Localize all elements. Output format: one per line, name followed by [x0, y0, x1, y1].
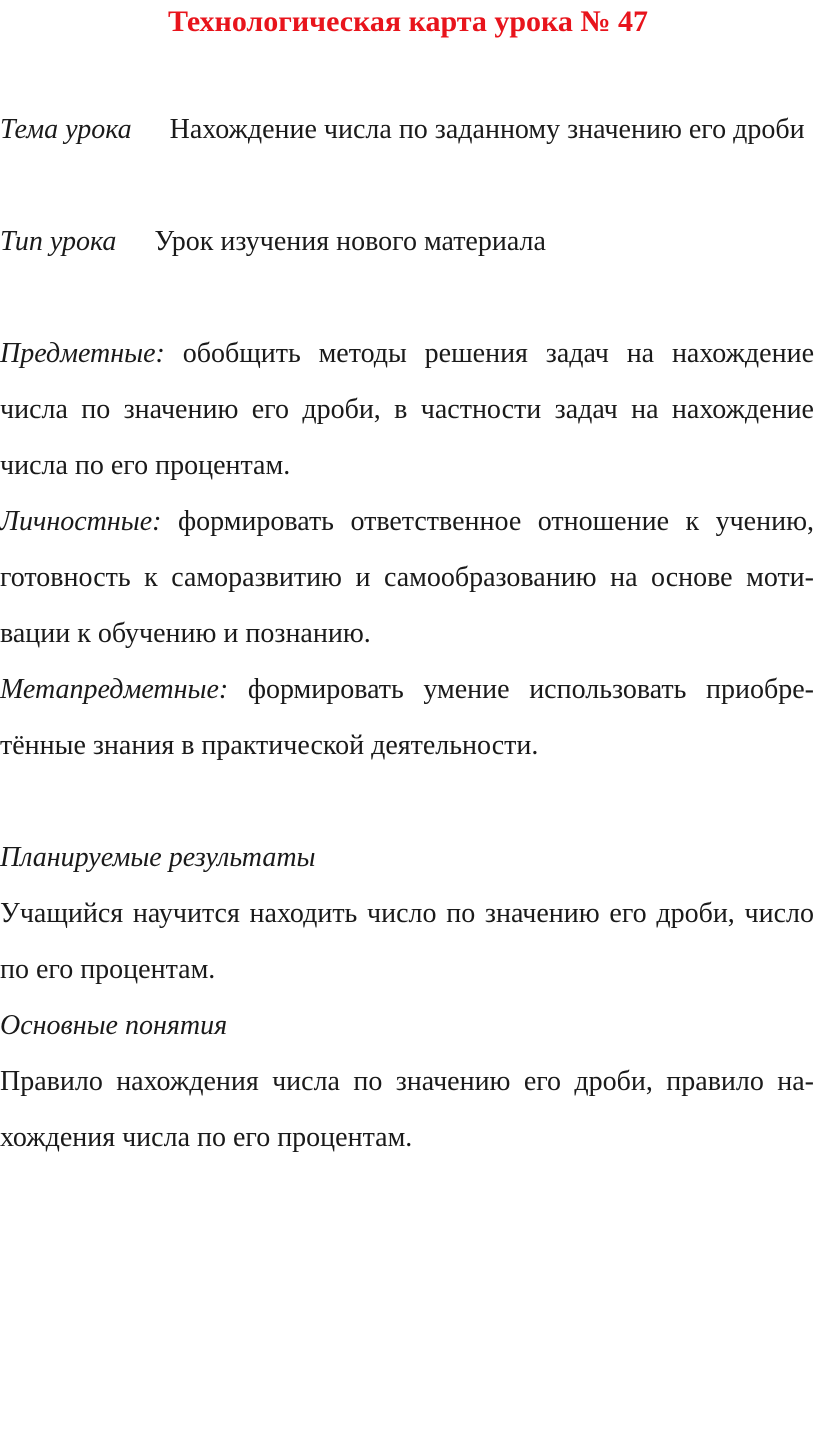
- subject-results-text: обобщить методы решения задач на нахождение числа по значению его дроби, в частности задач на нахождение числа по его процентам.: [0, 338, 815, 481]
- meta-results-text: формировать умение использовать приобретённые знания в практической деятельности.: [0, 674, 814, 761]
- planned-results-paragraph: Учащийся научится находить число по значению его дроби, число по его процентам.: [0, 898, 814, 985]
- personal-results-label: Личностные:: [0, 506, 162, 537]
- page-title: Технологическая карта урока № 47: [167, 5, 649, 38]
- meta-results-label: Метапредметные:: [0, 674, 229, 705]
- planned-results-label: Планируемые результаты: [0, 842, 316, 873]
- key-concepts-label: Основные понятия: [0, 1010, 228, 1041]
- key-concepts-heading: [0, 998, 814, 1054]
- personal-results-text: формировать ответственное отношение к учению, готовность к саморазвитию и самообразованию на основе мотивации к обучению и познанию.: [0, 506, 814, 649]
- subject-results-paragraph: [0, 326, 814, 494]
- planned-results-heading: [0, 830, 814, 886]
- lesson-type-text: Урок изучения нового материала: [154, 226, 546, 257]
- subject-results-label: Предметные:: [0, 338, 165, 369]
- personal-results-paragraph: [0, 494, 814, 662]
- meta-results-paragraph: [0, 662, 814, 774]
- key-concepts-paragraph: Правило нахождения числа по значению его дроби, правило нахождения числа по его процентам.: [0, 1066, 814, 1153]
- topic-text: Нахождение числа по заданному значению его дроби: [169, 114, 805, 145]
- topic-label: Тема урока: [0, 114, 132, 145]
- lesson-type-label: Тип урока: [0, 226, 117, 257]
- topic-paragraph: [0, 102, 814, 158]
- lesson-type-paragraph: [0, 214, 814, 270]
